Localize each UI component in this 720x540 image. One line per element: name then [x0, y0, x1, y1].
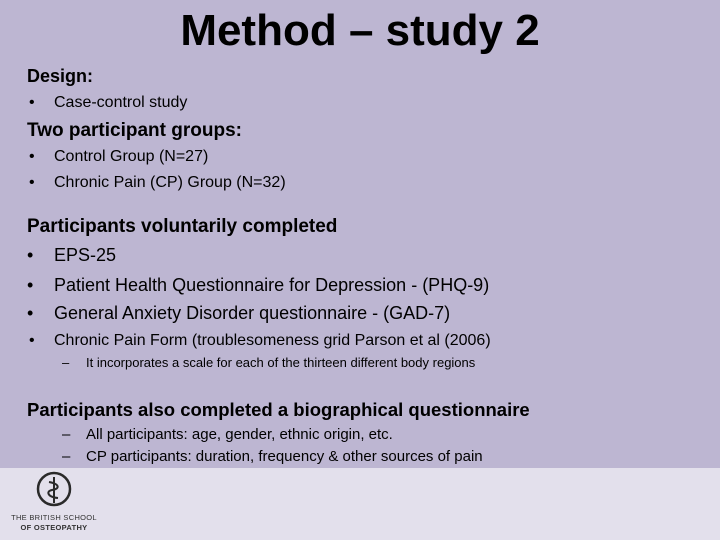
- design-item: Case-control study: [54, 94, 188, 111]
- logo-text-line2: OF OSTEOPATHY: [20, 523, 88, 532]
- dash-icon: –: [62, 448, 71, 465]
- bullet-icon: •: [27, 303, 34, 323]
- design-heading: Design:: [27, 66, 94, 86]
- logo-text-line1: THE BRITISH SCHOOL: [11, 513, 97, 522]
- biographical-item-all: All participants: age, gender, ethnic origin, etc.: [86, 426, 393, 443]
- group-item-cp: Chronic Pain (CP) Group (N=32): [54, 174, 286, 191]
- completed-item-eps: EPS-25: [54, 245, 117, 265]
- bullet-icon: •: [29, 148, 35, 165]
- completed-item-chronic: Chronic Pain Form (troublesomeness grid Parson et al (2006): [54, 332, 491, 349]
- biographical-heading: Participants also completed a biographical questionnaire: [27, 399, 530, 420]
- bullet-icon: •: [27, 245, 34, 265]
- group-item-control: Control Group (N=27): [54, 148, 209, 165]
- bullet-icon: •: [29, 332, 35, 349]
- dash-icon: –: [62, 426, 71, 443]
- school-logo: [11, 470, 134, 536]
- completed-item-gad: General Anxiety Disorder questionnaire - (GAD-7): [54, 303, 451, 323]
- completed-heading: Participants voluntarily completed: [27, 216, 338, 237]
- logo-emblem-icon: [14, 470, 134, 510]
- dash-icon: –: [62, 355, 70, 370]
- completed-item-phq: Patient Health Questionnaire for Depression - (PHQ-9): [54, 275, 490, 295]
- slide-title: Method – study 2: [180, 6, 540, 55]
- bullet-icon: •: [27, 275, 34, 295]
- groups-heading: Two participant groups:: [27, 120, 242, 141]
- bullet-icon: •: [29, 174, 35, 191]
- completed-sub-item: It incorporates a scale for each of the thirteen different body regions: [86, 355, 476, 370]
- biographical-item-cp: CP participants: duration, frequency & other sources of pain: [86, 448, 483, 465]
- bullet-icon: •: [29, 94, 35, 111]
